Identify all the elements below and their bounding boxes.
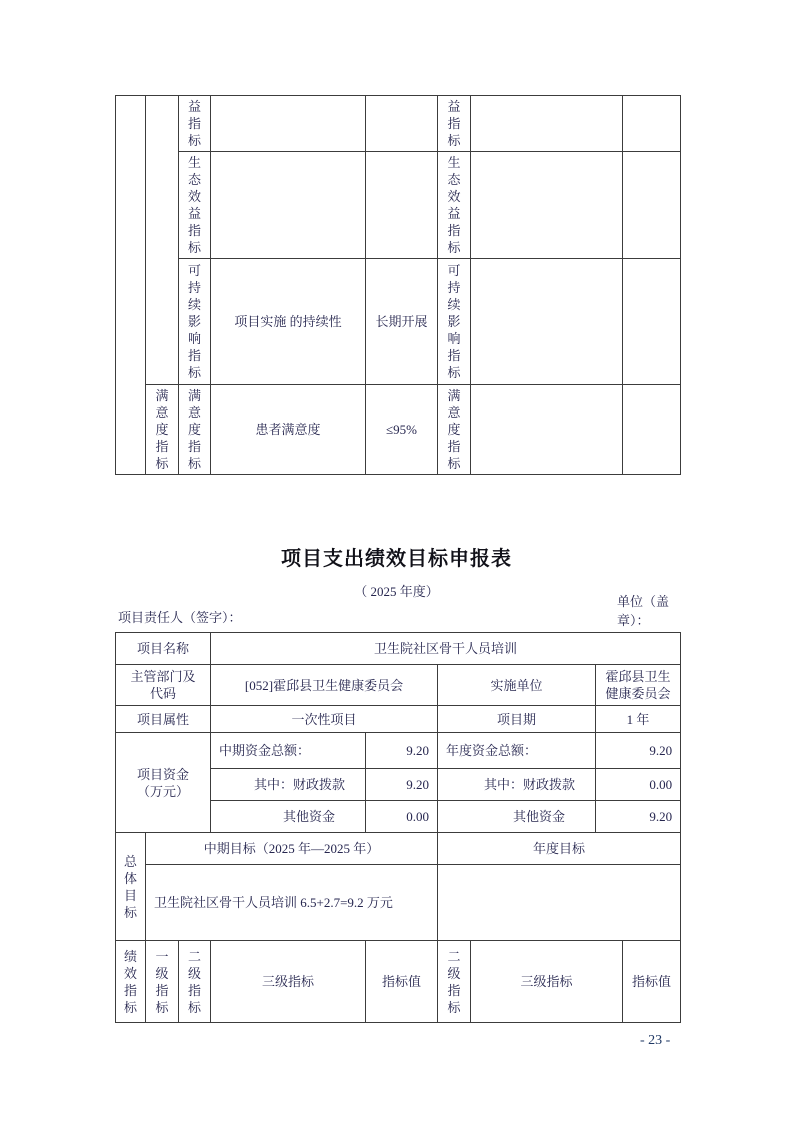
kpi-level2-text: 满意度指标 bbox=[187, 388, 201, 471]
annual-level2-text: 益指标 bbox=[447, 99, 461, 148]
annual-level2-cell bbox=[438, 385, 471, 475]
kpi-l2-header bbox=[179, 941, 211, 1023]
table-row bbox=[116, 865, 681, 941]
funds-label-text: 项目资金（万元） bbox=[136, 766, 189, 799]
kpi-indicator-cell: 患者满意度 bbox=[211, 385, 366, 475]
mid-fiscal-value: 9.20 bbox=[366, 769, 438, 801]
kpi-level2-text: 益指标 bbox=[187, 99, 201, 148]
annual-value-cell bbox=[623, 385, 681, 475]
mid-other-value: 0.00 bbox=[366, 801, 438, 833]
mid-total-label: 中期资金总额： bbox=[211, 733, 366, 769]
period-label: 项目期 bbox=[438, 706, 596, 733]
annual-indicator-cell bbox=[471, 259, 623, 385]
table-row bbox=[116, 733, 681, 769]
annual-level2-cell bbox=[438, 96, 471, 152]
kpi-outer-cell bbox=[116, 96, 146, 475]
kpi-value-cell bbox=[366, 96, 438, 152]
overall-goal-label bbox=[116, 833, 146, 941]
project-name-label: 项目名称 bbox=[116, 633, 211, 665]
kpi-value-cell: ≤95% bbox=[366, 385, 438, 475]
form-year: （ 2025 年度） bbox=[354, 584, 439, 599]
annual-l2-header bbox=[438, 941, 471, 1023]
kpi-indicator-cell bbox=[211, 96, 366, 152]
annual-value-cell bbox=[623, 96, 681, 152]
kpi-value-cell: 长期开展 bbox=[366, 259, 438, 385]
kpi-indicator-cell bbox=[211, 152, 366, 259]
impl-unit-text: 霍邱县卫生健康委员会 bbox=[605, 669, 671, 701]
project-name-value: 卫生院社区骨干人员培训 bbox=[211, 633, 681, 665]
annual-level2-text: 满意度指标 bbox=[447, 388, 461, 471]
kpi-l1-text: 一级指标 bbox=[155, 948, 169, 1015]
kpi-level1-text: 满意度指标 bbox=[155, 388, 169, 471]
kpi-header-text: 绩效指标 bbox=[123, 948, 137, 1015]
annual-total-label: 年度资金总额： bbox=[438, 733, 596, 769]
unit-seal-label: 单位（盖章）： bbox=[617, 594, 670, 628]
form-title: 项目支出绩效目标申报表 bbox=[281, 548, 512, 570]
table-row bbox=[116, 941, 681, 1023]
table-row bbox=[116, 152, 681, 259]
mid-other-label: 其他资金 bbox=[211, 801, 366, 833]
kpi-level2-cell bbox=[179, 152, 211, 259]
kpi-value-cell bbox=[366, 152, 438, 259]
annual-total-value: 9.20 bbox=[596, 733, 681, 769]
impl-unit-label: 实施单位 bbox=[438, 665, 596, 706]
funds-label bbox=[116, 733, 211, 833]
kpi-l2-text: 二级指标 bbox=[187, 948, 201, 1015]
annual-value-cell bbox=[623, 152, 681, 259]
annual-level2-text: 可持续影响指标 bbox=[447, 263, 461, 380]
table-row bbox=[116, 96, 681, 152]
mid-goal-content: 卫生院社区骨干人员培训 6.5+2.7=9.2 万元 bbox=[146, 865, 438, 941]
period-value: 1 年 bbox=[596, 706, 681, 733]
overall-goal-text: 总体目标 bbox=[123, 853, 137, 920]
kpi-level2-text: 生态效益指标 bbox=[187, 155, 201, 255]
annual-indicator-cell bbox=[471, 152, 623, 259]
page-number: - 23 - bbox=[640, 1033, 671, 1048]
kpi-level1-cell bbox=[146, 96, 179, 385]
table-row bbox=[116, 665, 681, 706]
annual-other-value: 9.20 bbox=[596, 801, 681, 833]
table-row bbox=[116, 706, 681, 733]
annual-goal-header: 年度目标 bbox=[438, 833, 681, 865]
kpi-level2-text: 可持续影响指标 bbox=[187, 263, 201, 380]
annual-level2-cell bbox=[438, 152, 471, 259]
dept-label-text: 主管部门及代码 bbox=[130, 669, 196, 701]
table-row bbox=[116, 385, 681, 475]
table-row bbox=[116, 833, 681, 865]
annual-value-header: 指标值 bbox=[623, 941, 681, 1023]
declaration-form-table bbox=[115, 632, 681, 1023]
kpi-level2-cell bbox=[179, 96, 211, 152]
kpi-header-label bbox=[116, 941, 146, 1023]
kpi-value-header: 指标值 bbox=[366, 941, 438, 1023]
annual-goal-content bbox=[438, 865, 681, 941]
annual-other-label: 其他资金 bbox=[438, 801, 596, 833]
dept-label bbox=[116, 665, 211, 706]
annual-value-cell bbox=[623, 259, 681, 385]
mid-fiscal-label: 其中：财政拨款 bbox=[211, 769, 366, 801]
annual-fiscal-label: 其中：财政拨款 bbox=[438, 769, 596, 801]
mid-total-value: 9.20 bbox=[366, 733, 438, 769]
kpi-level2-cell bbox=[179, 259, 211, 385]
table-row bbox=[116, 259, 681, 385]
annual-indicator-cell bbox=[471, 96, 623, 152]
annual-l3-header: 三级指标 bbox=[471, 941, 623, 1023]
attr-value: 一次性项目 bbox=[211, 706, 438, 733]
annual-level2-cell bbox=[438, 259, 471, 385]
table-row bbox=[116, 633, 681, 665]
continued-kpi-table bbox=[115, 95, 681, 475]
kpi-l3-header: 三级指标 bbox=[211, 941, 366, 1023]
annual-fiscal-value: 0.00 bbox=[596, 769, 681, 801]
kpi-indicator-cell: 项目实施 的持续性 bbox=[211, 259, 366, 385]
attr-label: 项目属性 bbox=[116, 706, 211, 733]
annual-l2-text: 二级指标 bbox=[447, 948, 461, 1015]
mid-goal-header: 中期目标（2025 年—2025 年） bbox=[146, 833, 438, 865]
kpi-level1-cell bbox=[146, 385, 179, 475]
impl-unit-value bbox=[596, 665, 681, 706]
kpi-level2-cell bbox=[179, 385, 211, 475]
annual-indicator-cell bbox=[471, 385, 623, 475]
responsible-person-label: 项目责任人（签字）： bbox=[118, 610, 242, 625]
kpi-l1-header bbox=[146, 941, 179, 1023]
annual-level2-text: 生态效益指标 bbox=[447, 155, 461, 255]
dept-value: [052]霍邱县卫生健康委员会 bbox=[211, 665, 438, 706]
